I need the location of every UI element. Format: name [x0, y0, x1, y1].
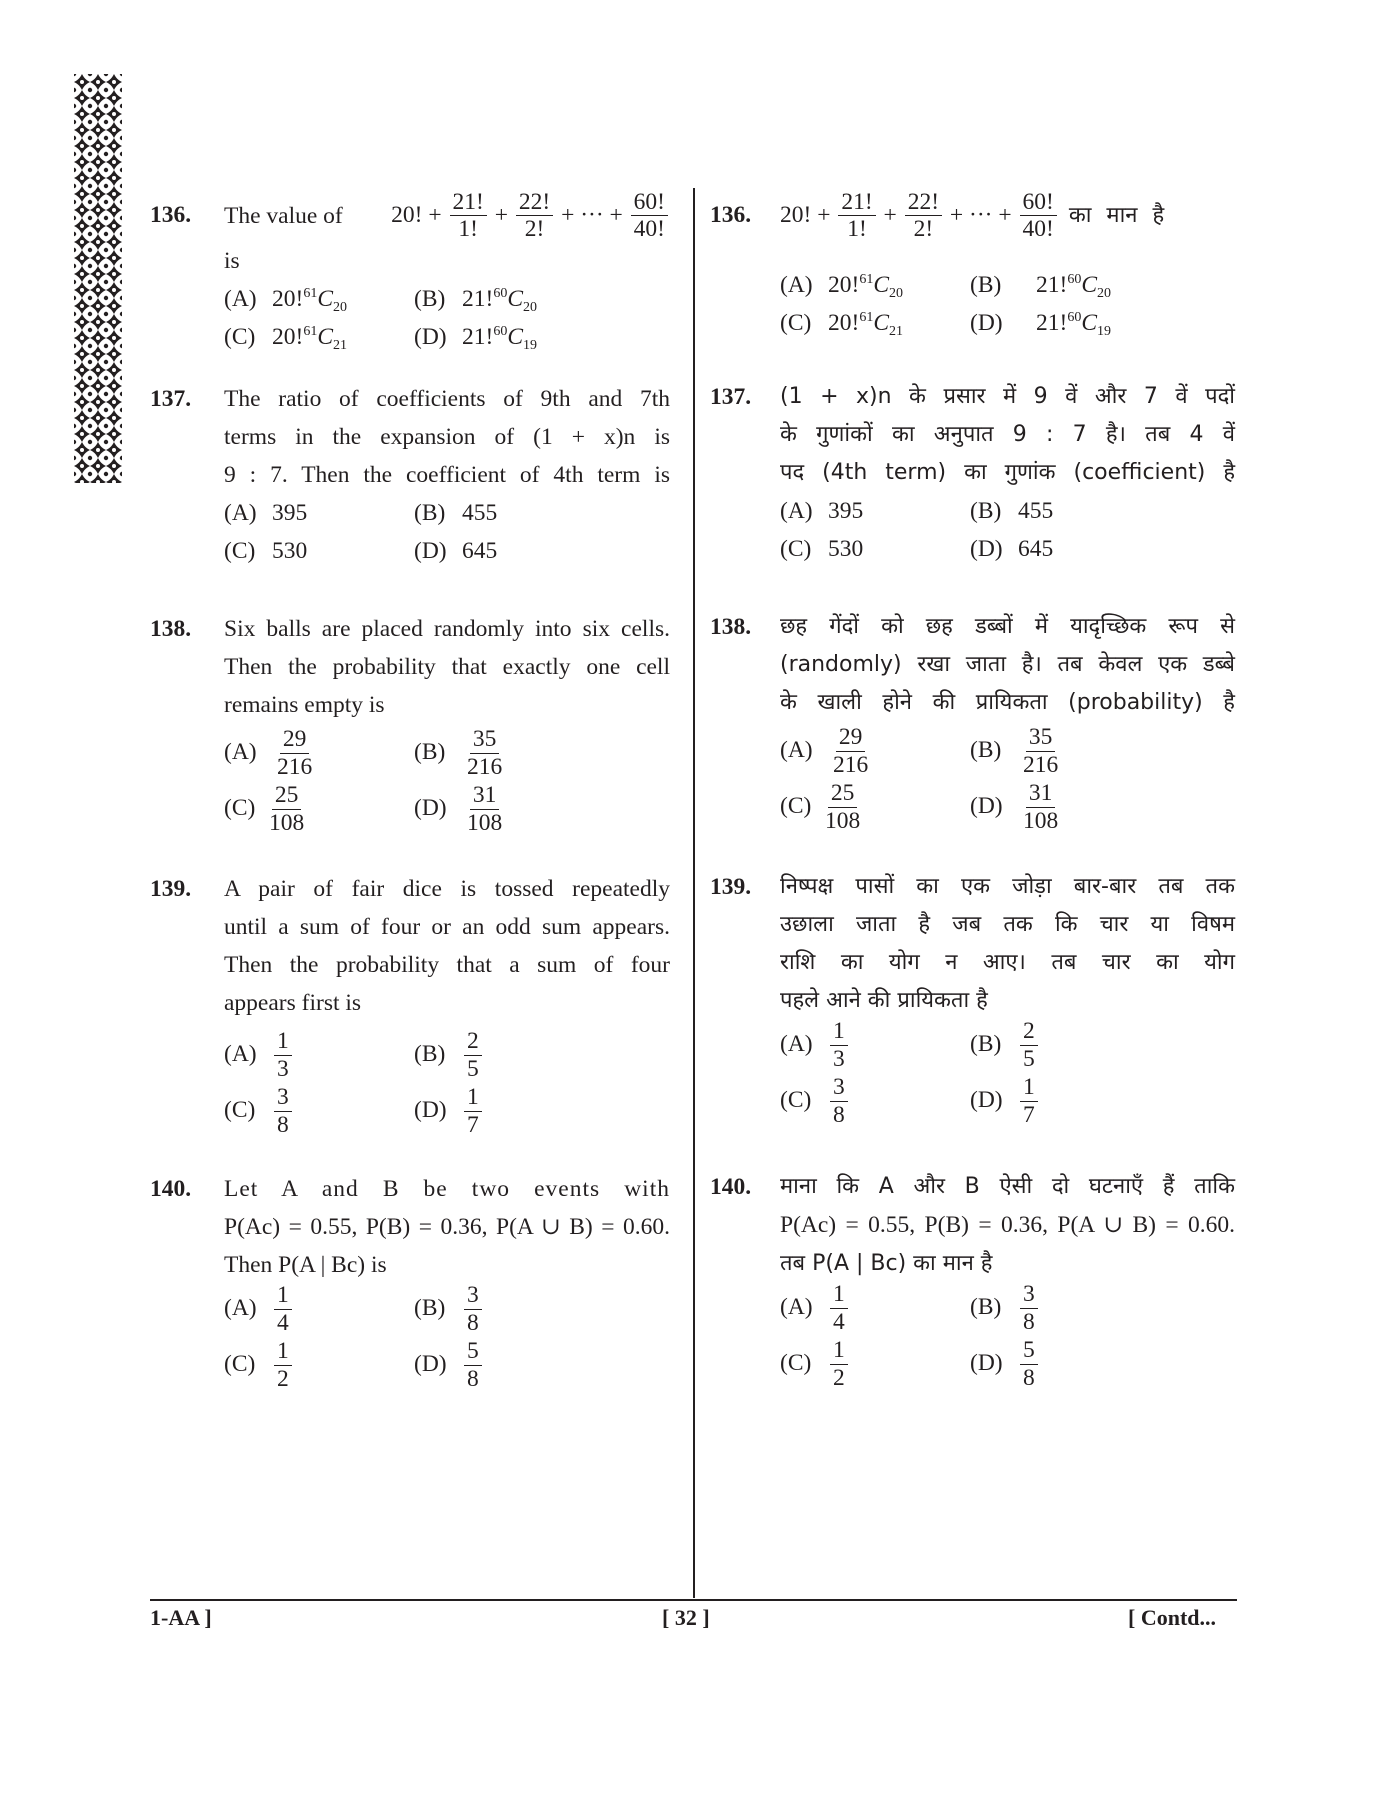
option-a[interactable]: (A) $\frac{1}{3}$ — [780, 1020, 850, 1071]
fraction: $\frac{60!}{40!}$ — [631, 191, 668, 242]
option-c[interactable]: (C) $20!^{61}C_{21}$ — [780, 310, 904, 339]
option-b[interactable]: (B) $21!^{60}C_{20}$ — [970, 272, 1112, 301]
options — [224, 1030, 670, 1142]
option-b[interactable]: (B) $21!^{60}C_{20}$ — [414, 286, 538, 315]
series-expression: 20! + $\frac{21!}{1!}$ + $\frac{22!}{2!}$ + ··· + $\frac{60!}{40!}$ — [391, 191, 670, 242]
options — [780, 266, 1235, 346]
footer-rule — [150, 1599, 1237, 1601]
question-stem: A pair of fair dice is tossed repeatedly until a sum of four or an odd sum appears. Then the probability that a sum of four appears first is — [224, 876, 670, 1016]
continued-label: [ Contd... — [1128, 1605, 1217, 1630]
decorative-side-pattern — [74, 74, 122, 483]
option-a[interactable]: (A) $\frac{29}{216}$ — [224, 726, 313, 780]
option-c[interactable]: (C) $\frac{25}{108}$ — [780, 780, 861, 834]
question-number: 137. — [150, 386, 192, 412]
fraction: $\frac{21!}{1!}$ — [450, 191, 487, 242]
question-stem: (1 + x)n के प्रसार में 9 वें और 7 वें पदों के गुणांकों का अनुपात 9 : 7 है। तब 4 वें पद (4th term) का गुणांक (coefficient) है — [780, 384, 1235, 485]
option-b[interactable]: (B) $\frac{2}{5}$ — [414, 1030, 484, 1081]
question-number: 140. — [710, 1174, 752, 1200]
option-a[interactable]: (A) 395 — [780, 498, 864, 524]
option-d[interactable]: (D) 645 — [414, 538, 498, 564]
option-c[interactable]: (C) $\frac{3}{8}$ — [780, 1076, 850, 1127]
page-number: [ 32 ] — [662, 1605, 710, 1630]
option-c[interactable]: (C) $20!^{61}C_{21}$ — [224, 324, 348, 353]
option-c[interactable]: (C) $\frac{1}{2}$ — [224, 1340, 294, 1391]
option-d[interactable]: (D) 645 — [970, 536, 1054, 562]
question-stem: निष्पक्ष पासों का एक जोड़ा बार-बार तब तक उछाला जाता है जब तक कि चार या विषम राशि का योग न आए। तब चार का योग पहले आने की प्रायिकता है — [780, 874, 1235, 1013]
option-d[interactable]: (D) $21!^{60}C_{19}$ — [970, 310, 1112, 339]
option-a[interactable]: (A) $\frac{1}{4}$ — [224, 1284, 294, 1335]
option-d[interactable]: (D) $21!^{60}C_{19}$ — [414, 324, 538, 353]
booklet-code: 1-AA ] — [150, 1605, 212, 1630]
option-d[interactable]: (D) $\frac{31}{108}$ — [414, 782, 503, 836]
option-d[interactable]: (D) $\frac{31}{108}$ — [970, 780, 1059, 834]
option-b[interactable]: (B) $\frac{3}{8}$ — [414, 1284, 484, 1335]
question-stem: Six balls are placed randomly into six cells. Then the probability that exactly one cell remains empty is — [224, 616, 670, 718]
option-c[interactable]: (C) $\frac{3}{8}$ — [224, 1086, 294, 1137]
question-stem: Let A and B be two events with P(Ac) = 0.55, P(B) = 0.36, P(A ∪ B) = 0.60. Then P(A | Bc) is — [224, 1176, 670, 1278]
option-a[interactable]: (A) $\frac{1}{4}$ — [780, 1283, 850, 1334]
option-a[interactable]: (A) $20!^{61}C_{20}$ — [224, 286, 348, 315]
option-a[interactable]: (A) $20!^{61}C_{20}$ — [780, 272, 904, 301]
option-c[interactable]: (C) 530 — [224, 538, 308, 564]
options — [224, 1284, 670, 1396]
option-d[interactable]: (D) $\frac{5}{8}$ — [414, 1340, 484, 1391]
question-stem: छह गेंदों को छह डब्बों में यादृच्छिक रूप से (randomly) रखा जाता है। तब केवल एक डब्बे के खाली होने की प्रायिकता (probability) है — [780, 614, 1235, 715]
options — [224, 280, 670, 360]
question-number: 139. — [150, 876, 192, 902]
option-d[interactable]: (D) $\frac{1}{7}$ — [970, 1076, 1040, 1127]
question-number: 136. — [150, 202, 192, 228]
option-a[interactable]: (A) $\frac{29}{216}$ — [780, 724, 869, 778]
option-b[interactable]: (B) $\frac{35}{216}$ — [970, 724, 1059, 778]
option-c[interactable]: (C) $\frac{1}{2}$ — [780, 1339, 850, 1390]
option-a[interactable]: (A) $\frac{1}{3}$ — [224, 1030, 294, 1081]
question-number: 138. — [150, 616, 192, 642]
option-b[interactable]: (B) $\frac{2}{5}$ — [970, 1020, 1040, 1071]
option-a[interactable]: (A) 395 — [224, 500, 308, 526]
option-b[interactable]: (B) 455 — [970, 498, 1054, 524]
column-divider — [693, 188, 695, 1598]
option-d[interactable]: (D) $\frac{5}{8}$ — [970, 1339, 1040, 1390]
option-b[interactable]: (B) 455 — [414, 500, 498, 526]
question-number: 138. — [710, 614, 752, 640]
question-number: 140. — [150, 1176, 192, 1202]
question-stem: 20! + $\frac{21!}{1!}$ + $\frac{22!}{2!}$ + ··· + $\frac{60!}{40!}$ का मान है — [780, 188, 1165, 242]
option-c[interactable]: (C) 530 — [780, 536, 864, 562]
question-number: 137. — [710, 384, 752, 410]
option-b[interactable]: (B) $\frac{35}{216}$ — [414, 726, 503, 780]
option-c[interactable]: (C) $\frac{25}{108}$ — [224, 782, 305, 836]
options — [224, 724, 670, 834]
question-number: 136. — [710, 202, 752, 228]
question-stem-end: is — [224, 248, 240, 274]
option-b[interactable]: (B) $\frac{3}{8}$ — [970, 1283, 1040, 1334]
question-stem: The value of 20! + $\frac{21!}{1!}$ + $\frac{22!}{2!}$ + ··· + $\frac{60!}{40!}$ — [224, 190, 670, 242]
question-number: 139. — [710, 874, 752, 900]
options — [780, 492, 1235, 568]
options — [780, 1020, 1235, 1132]
options — [780, 722, 1235, 832]
series-expression: 20! + $\frac{21!}{1!}$ + $\frac{22!}{2!}$ + ··· + $\frac{60!}{40!}$ — [780, 191, 1059, 242]
question-stem: माना कि A और B ऐसी दो घटनाएँ हैं ताकि P(Ac) = 0.55, P(B) = 0.36, P(A ∪ B) = 0.60. तब P(A | Bc) का मान है — [780, 1174, 1235, 1276]
options — [224, 494, 670, 570]
options — [780, 1283, 1235, 1395]
option-d[interactable]: (D) $\frac{1}{7}$ — [414, 1086, 484, 1137]
fraction: $\frac{22!}{2!}$ — [516, 191, 553, 242]
question-stem: The ratio of coefficients of 9th and 7th terms in the expansion of (1 + x)n is 9 : 7. Then the coefficient of 4th term is — [224, 386, 670, 488]
